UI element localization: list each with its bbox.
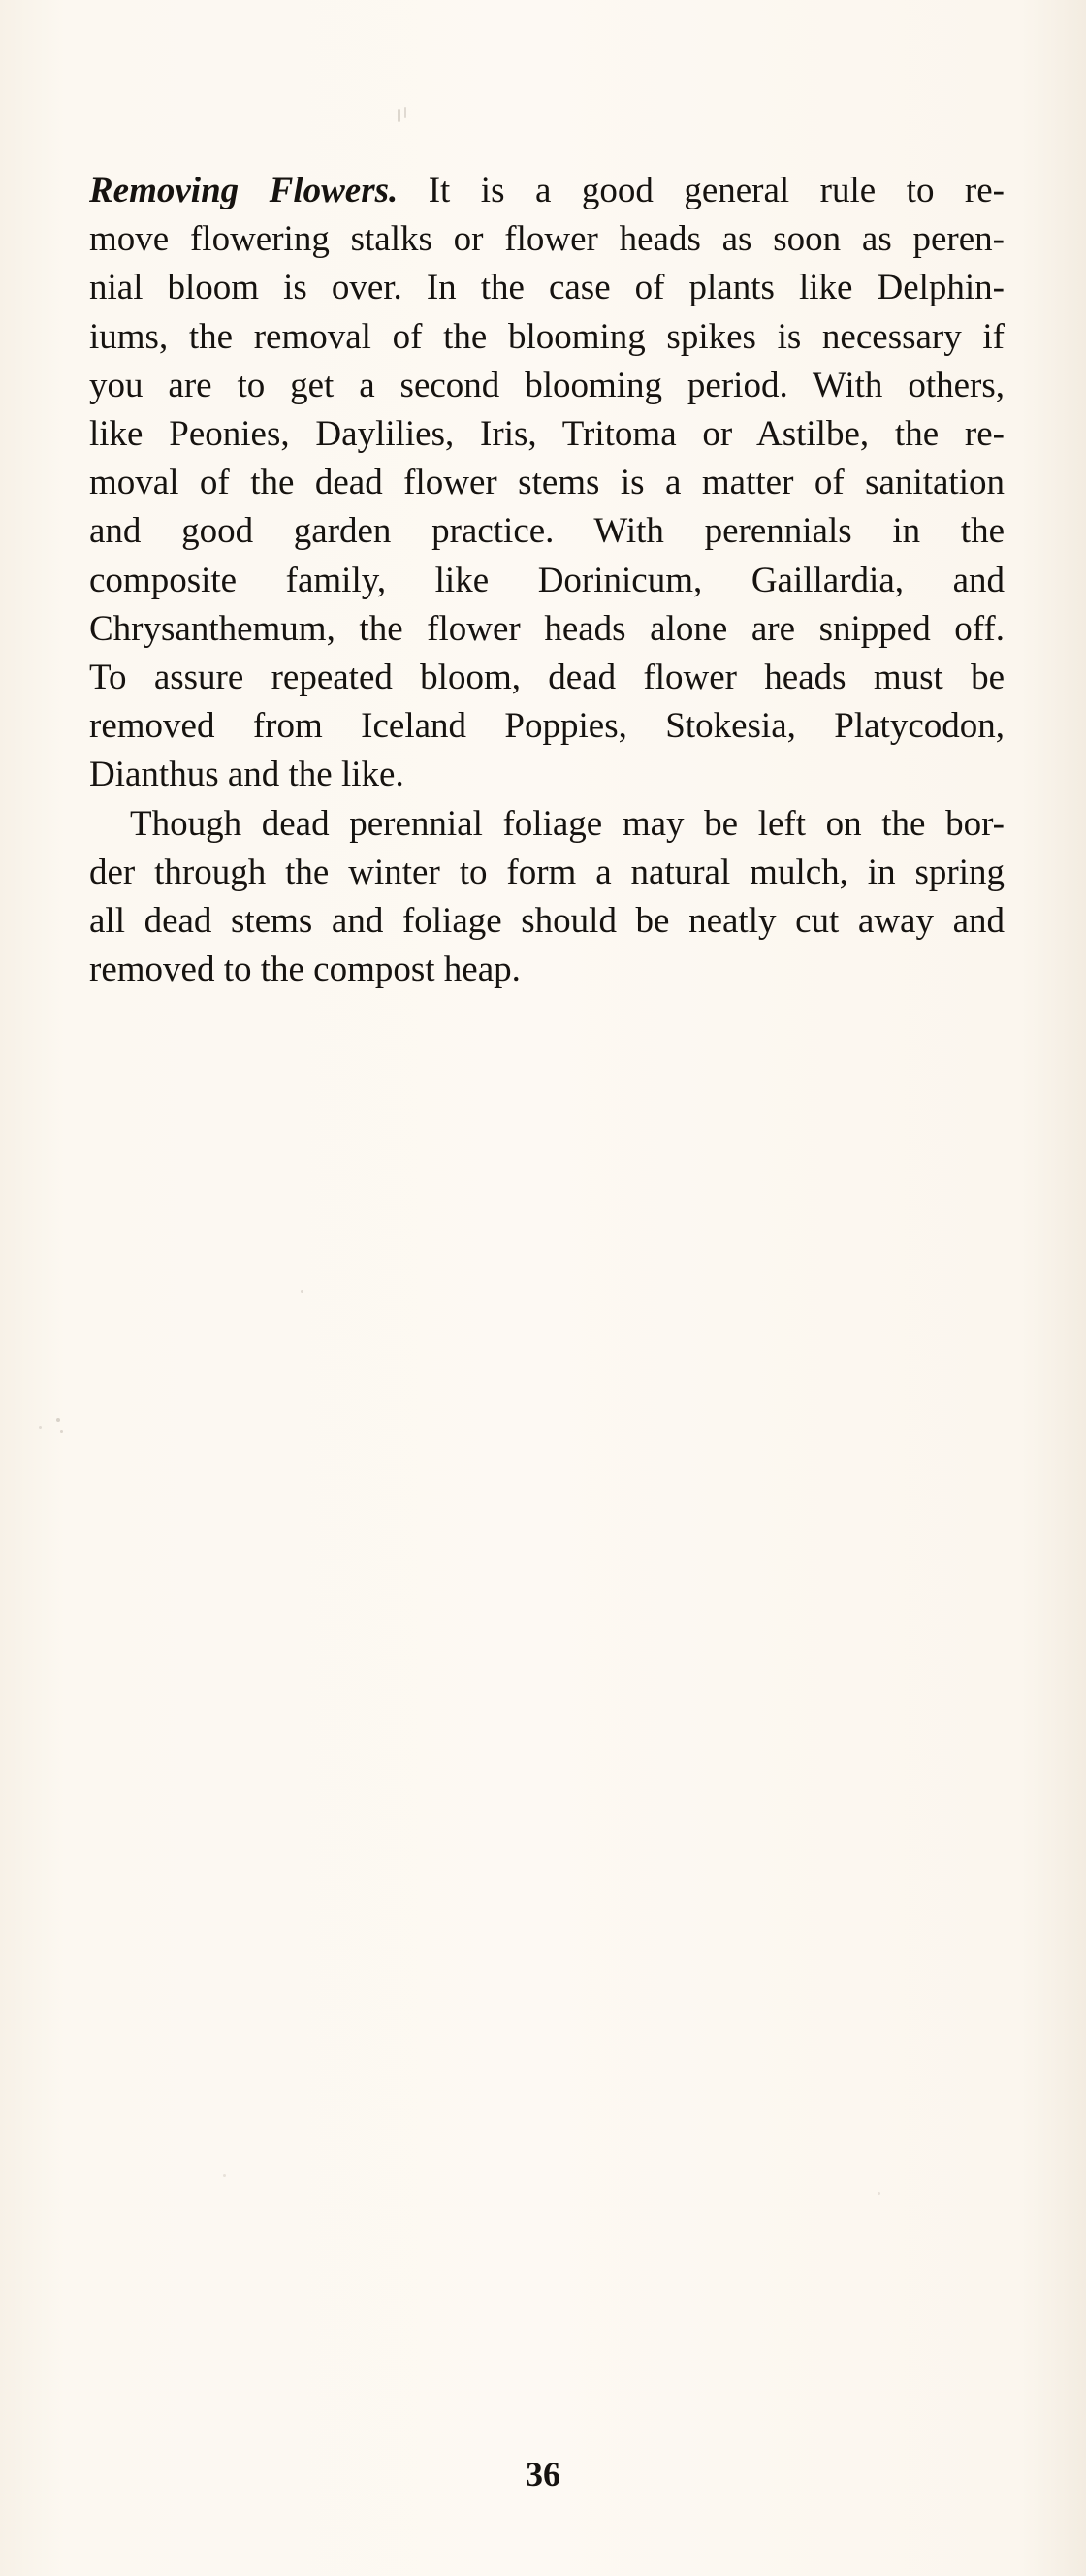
paragraph-1-line: you are to get a second blooming period. With others, <box>89 365 1005 405</box>
scan-speck <box>301 1290 303 1293</box>
paragraph-1-line: moval of the dead flower stems is a matter of sanitation <box>89 463 1005 503</box>
scan-speck <box>39 1426 42 1429</box>
body-text <box>89 167 1005 994</box>
scan-speck <box>404 107 406 118</box>
paragraph-1-line: removed from Iceland Poppies, Stokesia, Platycodon, <box>89 706 1005 747</box>
paragraph-2-line: all dead stems and foliage should be neatly cut away and <box>89 901 1005 942</box>
paragraph-1-line: move flowering stalks or flower heads as soon as peren- <box>89 219 1005 260</box>
scan-speck <box>60 1430 63 1433</box>
paragraph-1-line: like Peonies, Daylilies, Iris, Tritoma or Astilbe, the re- <box>89 414 1005 455</box>
paragraph-1-line: nial bloom is over. In the case of plants like Delphin- <box>89 268 1005 308</box>
scan-speck <box>878 2192 880 2195</box>
section-heading: Removing Flowers. <box>89 171 399 210</box>
paragraph-1-line: iums, the removal of the blooming spikes is necessary if <box>89 316 1005 357</box>
paragraph-1-line: and good garden practice. With perennials in the <box>89 511 1005 552</box>
paragraph-1-line: Chrysanthemum, the flower heads alone are snipped off. <box>89 608 1005 649</box>
paragraph-2-line: der through the winter to form a natural mulch, in spring <box>89 852 1005 892</box>
paragraph-1-line <box>89 167 1005 215</box>
paragraph-1-line: To assure repeated bloom, dead flower heads must be <box>89 658 1005 698</box>
paragraph-2-line: Though dead perennial foliage may be left on the bor- <box>130 803 1005 844</box>
paragraph-2-line: removed to the compost heap. <box>89 950 521 990</box>
scan-speck <box>223 2174 226 2177</box>
paragraph-1-line: composite family, like Dorinicum, Gaillardia, and <box>89 560 1005 600</box>
line-text: It is a good general rule to re- <box>428 171 1005 210</box>
scan-speck <box>398 109 400 122</box>
paragraph-1-line: Dianthus and the like. <box>89 755 404 795</box>
scan-speck <box>56 1418 60 1422</box>
page-number: 36 <box>526 2455 560 2494</box>
